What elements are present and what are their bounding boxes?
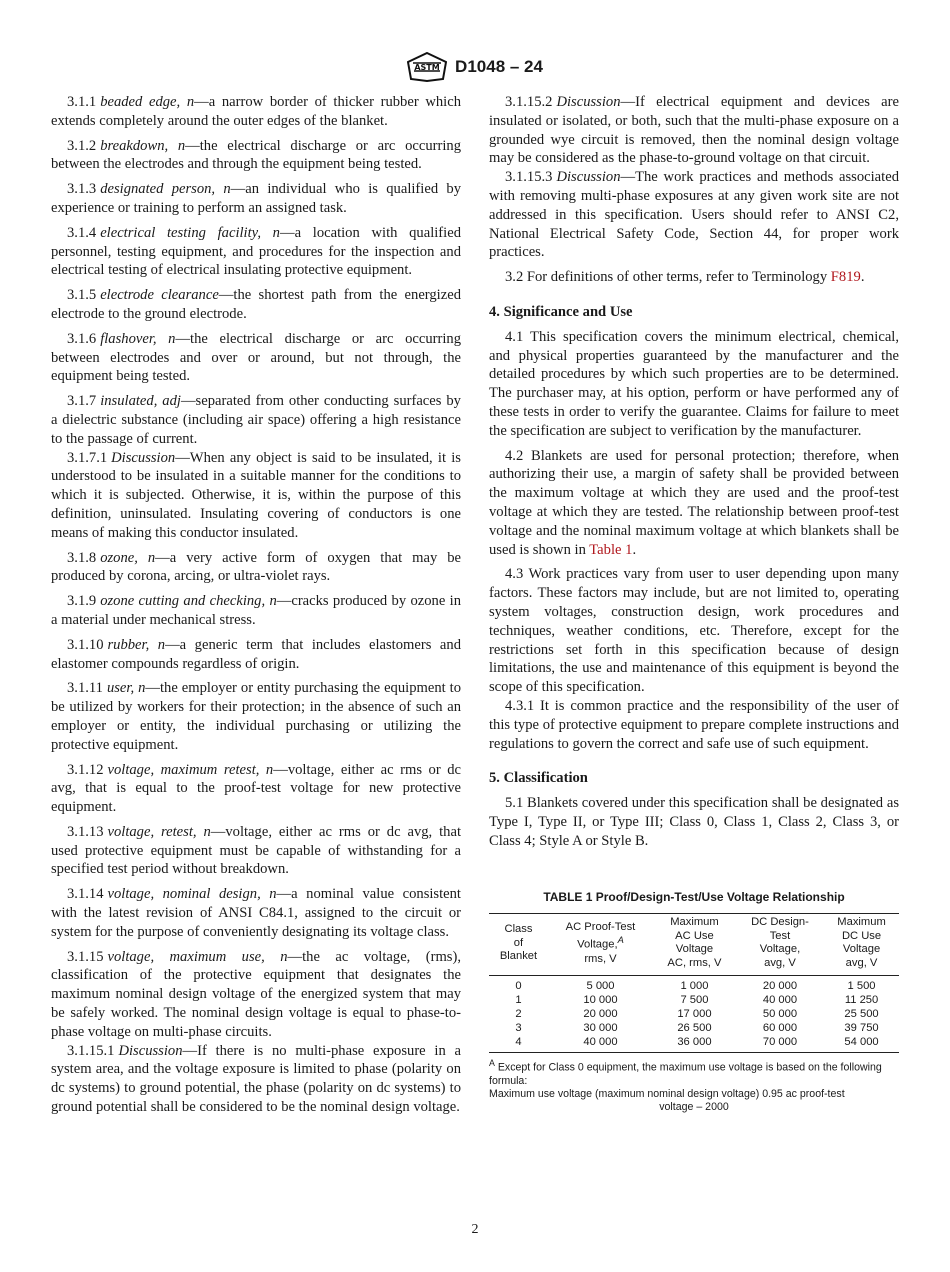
table-cell: 1 500 [847,979,876,992]
definition-paragraph: 3.1.10 rubber, n—a generic term that includes elastomers and elastomer compounds regardless of origin. [51,636,461,672]
table-cell: 11 250 [844,993,879,1006]
table-header-cell: Maximum AC Use Voltage AC, rms, V [653,914,736,975]
table-cell: 36 000 [653,1035,736,1053]
table-body [489,975,899,1052]
table-cell: 40 000 [762,993,798,1006]
table-title: TABLE 1 Proof/Design-Test/Use Voltage Relationship [543,890,845,905]
table-cell: 50 000 [762,1007,798,1020]
definition-paragraph: 3.1.15.1 Discussion—If there is no multi-phase exposure in a system area, and the voltage exposure is limited to phase (polarity on dc systems) to ground potential, the phase (polarity on dc systems) to ground potential shall be considered to be the nominal design voltage. [51,1042,461,1116]
table-1 [489,888,899,1114]
table-cell: 40 000 [548,1035,653,1053]
table-cell: 60 000 [762,1021,798,1034]
definition-paragraph: 3.1.6 flashover, n—the electrical discharge or arc occurring between electrodes and over or around, but not through, the equipment being tested. [51,330,461,385]
table-cell: 4 [489,1035,548,1053]
table-header-cell: DC Design- Test Voltage, avg, V [736,914,824,975]
table-cell: 1 [515,993,522,1006]
paragraph-4-3: 4.3 Work practices vary from user to user depending upon many factors. These factors may include, but are not limited to, operating system voltages, construction design, work procedures and techniques, weather conditions, etc. Therefore, except for the restrictions set forth in this specification because of design limitations, the use and maintenance of this equipment is beyond the scope of this specification. [489,566,899,696]
table-cell: 20 000 [583,1007,618,1020]
definition-paragraph: 3.1.1 beaded edge, n—a narrow border of thicker rubber which extends completely around the outer edges of the blanket. [51,94,461,129]
astm-logo [407,52,447,82]
table-cell: 3 [515,1021,522,1034]
table-cell: 5 000 [586,979,615,992]
table-footnote: $^A$ Except for Class 0 equipment, the maximum use voltage is based on the following formula: Maximum use voltage (maximum nominal design voltage) 0.95 ac proof-test voltage – 2000 [489,1057,882,1114]
definition-paragraph: 3.1.3 designated person, n—an individual who is qualified by experience or training to perform an assigned task. [51,181,461,216]
table-cell: 20 000 [762,979,798,992]
table-cell: 7 500 [680,993,709,1006]
paragraph-3-1-15-3: 3.1.15.3 Discussion—The work practices and methods associated with removing multi-phase exposures at any given work site are not addressed in this specification. Users should refer to ANSI C2, National Electrical Safety Code, Section 44, for proper work practices. [489,169,899,261]
definition-paragraph: 3.1.4 electrical testing facility, n—a location with qualified personnel, testing equipment, and procedures for the inspection and electrical testing of electrical insulating protective equipment. [51,224,461,279]
table-header-row [489,914,899,975]
definition-paragraph: 3.1.2 breakdown, n—the electrical discharge or arc occurring between the electrodes and through the equipment being tested. [51,137,462,173]
paragraph-3-2: 3.2 For definitions of other terms, refer to Terminology F819. [505,269,865,286]
definition-paragraph: 3.1.13 voltage, retest, n—voltage, either ac rms or dc avg, that used protective equipment must be capable of withstanding for a specified test period without breakdown. [51,823,461,878]
right-column [489,93,899,1115]
table-cell: 2 [515,1007,522,1020]
paragraph-4-3-1: 4.3.1 It is common practice and the responsibility of the user of this type of protective equipment to prepare complete instructions and regulations to govern the correct and safe use of such equipment. [489,697,899,752]
table-cell: 70 000 [736,1035,824,1053]
page-header [0,52,950,82]
table-cell: 30 000 [583,1021,618,1034]
table-header-cell: AC Proof-Test Voltage,$^A$ rms, V [548,914,653,975]
f819-link[interactable]: F819 [830,269,861,286]
definition-paragraph: 3.1.12 voltage, maximum retest, n—voltage, either ac rms or dc avg, that is equal to the proof-test voltage for new protective equipment. [51,761,462,816]
page-number: 2 [471,1222,479,1237]
document-code: D1048 – 24 [455,57,543,76]
definition-paragraph: 3.1.8 ozone, n—a very active form of oxygen that may be produced by corona, arcing, or ultra-violet rays. [51,549,461,585]
table-cell: 39 750 [844,1021,879,1034]
table-row [489,1007,899,1021]
definition-paragraph: 3.1.7.1 Discussion—When any object is said to be insulated, it is understood to be insulated in a suitable manner for the conditions to which it is subjected. Otherwise, it is, within the purpose of this definition, uninsulated. Insulating covering of conductors is one means of making this conductor insulated. [51,449,461,541]
voltage-table [489,913,899,1052]
table-1-link[interactable]: Table 1 [589,541,633,558]
table-header-cell: Class of Blanket [489,914,548,975]
paragraph-4-1: 4.1 This specification covers the minimum electrical, chemical, and physical properties guaranteed by the manufacturer and the detailed procedures by which such properties are to be determined. The purchaser may, at his option, perform or have performed any of these tests in order to verify the guarantee. Claims for failure to meet the specification are subject to verification by the manufacturer. [489,328,899,439]
svg-text:ASTM: ASTM [414,63,440,72]
table-header-cell: Maximum DC Use Voltage avg, V [824,914,899,975]
table-cell: 54 000 [824,1035,899,1053]
table-cell: 1 000 [680,979,709,992]
table-cell: 10 000 [583,993,618,1006]
paragraph-4-2: 4.2 Blankets are used for personal protection; therefore, when authorizing their use, a margin of safety shall be provided between the maximum voltage at which they are used and the proof-test voltage at which they are tested. The relationship between proof-test voltage and the nominal maximum voltage at which blankets shall be used is shown in Table 1. [489,447,899,558]
definition-paragraph: 3.1.7 insulated, adj—separated from other conducting surfaces by a dielectric substance (including air space) offering a high resistance to the passage of current. [51,393,461,447]
paragraph-5-1: 5.1 Blankets covered under this specification shall be designated as Type I, Type II, or Type III; Class 0, Class 1, Class 2, Class 3, or Class 4; Style A or Style B. [489,795,899,849]
definition-paragraph: 3.1.9 ozone cutting and checking, n—cracks produced by ozone in a material under mechanical stress. [51,593,461,628]
table-row [489,993,899,1007]
definition-paragraph: 3.1.14 voltage, nominal design, n—a nominal value consistent with the latest revision of ANSI C84.1, assigned to the circuit or system for the purpose of conveniently designating its voltage class. [51,886,461,940]
section-5-heading: 5. Classification [489,770,588,787]
table-cell: 26 500 [677,1021,712,1034]
paragraph-3-1-15-2: 3.1.15.2 Discussion—If electrical equipment and devices are insulated or isolated, or both, such that the multi-phase exposure on a grounded wye circuit is removed, then the nominal design voltage may be considered as the phase-to-ground voltage on that circuit. [489,94,899,167]
table-row [489,1035,899,1053]
section-4-heading: 4. Significance and Use [489,303,633,320]
definition-paragraph: 3.1.5 electrode clearance—the shortest path from the energized electrode to the ground electrode. [51,287,461,322]
table-row [489,1021,899,1035]
table-cell: 17 000 [677,1007,712,1020]
table-cell: 25 500 [844,1007,879,1020]
left-column [51,93,461,1123]
table-cell: 0 [515,979,522,992]
definition-paragraph: 3.1.15 voltage, maximum use, n—the ac voltage, (rms), classification of the protective equipment that designates the maximum nominal design voltage of the energized system that may be safely worked. The nominal design voltage is equal to phase-to-phase voltage on multi-phase circuits. [51,948,461,1040]
table-row [489,975,899,993]
definition-paragraph: 3.1.11 user, n—the employer or entity purchasing the equipment to be utilized by workers for their protection; in the absence of such an employer or entity, the individual purchasing or utilizing the protective equipment. [51,680,462,753]
